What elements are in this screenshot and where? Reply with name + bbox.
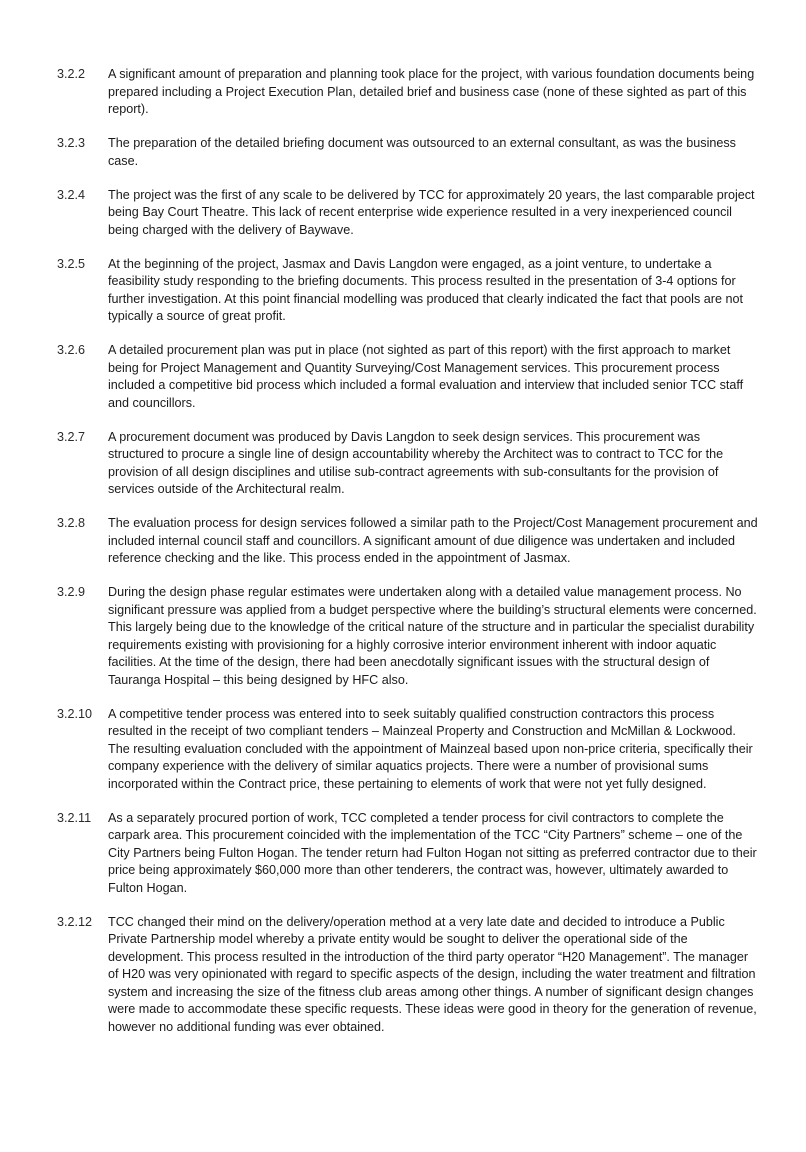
paragraph-text: A competitive tender process was entered into to seek suitably qualified construction contractors this process resulted in the receipt of two compliant tenders – Mainzeal Property and Construction and McMillan & Lockwood. The resulting evaluation concluded with the appointment of Mainzeal based upon non-price criteria, specifically their company experience with the delivery of similar aquatics projects. There were a number of provisional sums incorporated within the Contract price, these pertaining to elements of work that were not yet fully designed. — [108, 706, 753, 791]
paragraph-text: During the design phase regular estimates were undertaken along with a detailed value management process. No significant pressure was applied from a budget perspective where the building’s structural elements were concerned. This largely being due to the knowledge of the critical nature of the structure and in particular the specialist durability requirements existing with provisioning for a highly corrosive interior environment inherent with indoor aquatic facilities. At the time of the design, there had been anecdotally significant issues with the structural design of Tauranga Hospital – this being designed by HFC also. — [108, 585, 757, 687]
paragraph-number: 3.2.5 — [57, 256, 86, 271]
paragraph-text: A significant amount of preparation and planning took place for the project, with various foundation documents being prepared including a Project Execution Plan, detailed brief and business case (none of these sighted as part of this report). — [108, 67, 755, 116]
paragraph-number: 3.2.11 — [57, 810, 92, 825]
paragraph-3-2-10 — [0, 706, 806, 794]
paragraph-text: The preparation of the detailed briefing document was outsourced to an external consultant, as was the business case. — [108, 136, 736, 168]
paragraph-number: 3.2.10 — [57, 706, 93, 721]
paragraph-3-2-8 — [0, 515, 806, 568]
paragraph-3-2-6 — [0, 342, 806, 412]
paragraph-3-2-5 — [0, 256, 806, 326]
paragraph-text: The project was the first of any scale to be delivered by TCC for approximately 20 years, the last comparable project being Bay Court Theatre. This lack of recent enterprise wide experience resulted in a very inexperienced council being charged with the delivery of Baywave. — [108, 187, 755, 237]
paragraph-number: 3.2.12 — [57, 914, 93, 929]
paragraph-number: 3.2.3 — [57, 136, 86, 150]
paragraph-text: As a separately procured portion of work, TCC completed a tender process for civil contractors to complete the carpark area. This procurement coincided with the implementation of the TCC “City Partners” scheme – one of the City Partners being Fulton Hogan. The tender return had Fulton Hogan not sitting as preferred contractor due to their price being approximately $60,000 more than other tenderers, the contract was, however, ultimately awarded to Fulton Hogan. — [108, 810, 757, 895]
paragraph-number: 3.2.4 — [57, 187, 86, 202]
paragraph-text: TCC changed their mind on the delivery/operation method at a very late date and decided to introduce a Public Private Partnership model whereby a private entity would be sought to deliver the operational side of the development. This process resulted in the introduction of the third party operator “H20 Management”. The manager of H20 was very opinionated with regard to specific aspects of the design, including the water treatment and filtration system and increasing the size of the fitness club areas among other things. A number of significant design changes were made to accommodate these specific requests. These ideas were good in theory for the generation of revenue, however no additional funding was ever obtained. — [108, 914, 757, 1034]
paragraph-number: 3.2.8 — [57, 516, 86, 530]
paragraph-text: At the beginning of the project, Jasmax and Davis Langdon were engaged, as a joint venture, to undertake a feasibility study responding to the briefing documents. This process resulted in the presentation of 3-4 options for further investigation. At this point financial modelling was produced that clearly indicated the fact that pools are not typically a source of great profit. — [108, 256, 743, 323]
paragraph-text: The evaluation process for design services followed a similar path to the Project/Cost Management procurement and included internal council staff and councillors. A significant amount of due diligence was undertaken and included reference checking and the like. This process ended in the appointment of Jasmax. — [108, 516, 758, 565]
section-3-2-list — [0, 66, 806, 1036]
paragraph-3-2-7 — [0, 429, 806, 499]
paragraph-number: 3.2.7 — [57, 429, 86, 444]
paragraph-number: 3.2.2 — [57, 67, 86, 81]
paragraph-3-2-3 — [0, 135, 806, 170]
paragraph-3-2-2 — [0, 66, 806, 119]
paragraph-3-2-12 — [0, 914, 806, 1037]
paragraph-number: 3.2.6 — [57, 343, 86, 357]
paragraph-text: A procurement document was produced by Davis Langdon to seek design services. This procurement was structured to procure a single line of design accountability whereby the Architect was to contract to TCC for the provision of all design disciplines and utilise sub-contract agreements with sub-consultants for the provision of services outside of the Architectural realm. — [108, 429, 724, 496]
paragraph-number: 3.2.9 — [57, 585, 86, 599]
paragraph-3-2-9 — [0, 584, 806, 689]
paragraph-text: A detailed procurement plan was put in place (not sighted as part of this report) with the first approach to market being for Project Management and Quantity Surveying/Cost Management services. This procurement process included a competitive bid process which included a formal evaluation and interview that included senior TCC staff and councillors. — [108, 343, 744, 410]
paragraph-3-2-11 — [0, 810, 806, 898]
paragraph-3-2-4 — [0, 187, 806, 240]
